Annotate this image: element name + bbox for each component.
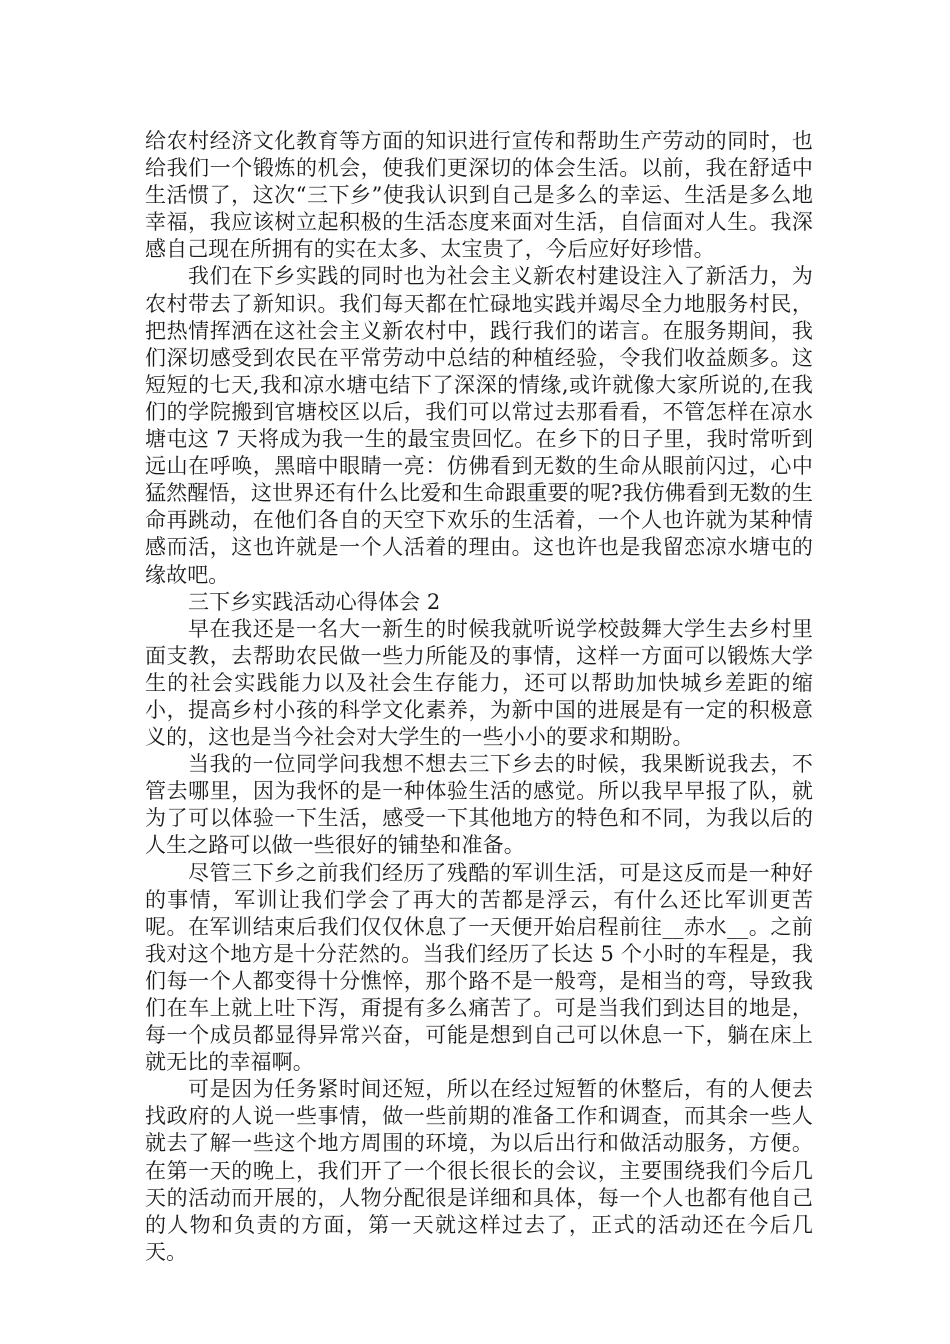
section-heading-2: 三下乡实践活动心得体会 2	[188, 589, 441, 614]
paragraph-freshman: 早在我还是一名大一新生的时候我就听说学校鼓舞大学生去乡村里面支教，去帮助农民做一些力所能及的事情，这样一方面可以锻炼大学生的社会实践能力以及社会生存能力，还可以帮助加快城乡差距的缩小，提高乡村小孩的科学文化素养，为新中国的进展是有一定的积极意义的，这也是当今社会对大学生的一些小小的要求和期盼。	[145, 616, 813, 750]
paragraph-classmate-invite: 当我的一位同学问我想不想去三下乡去的时候，我果断说我去，不管去哪里，因为我怀的是一种体验生活的感觉。所以我早早报了队，就为了可以体验一下生活，感受一下其他地方的特色和不同，为我以后的人生之路可以做一些很好的铺垫和准备。	[145, 752, 813, 858]
paragraph-practice-vitality: 我们在下乡实践的同时也为社会主义新农村建设注入了新活力，为农村带去了新知识。我们每天都在忙碌地实践并竭尽全力地服务村民，把热情挥洒在这社会主义新农村中，践行我们的诺言。在服务期间，我们深切感受到农民在平常劳动中总结的种植经验，令我们收益颇多。这短短的七天,我和凉水塘屯结下了深深的情缘,或许就像大家所说的,在我们的学院搬到官塘校区以后，我们可以常过去那看看，不管怎样在凉水塘屯这 7 天将成为我一生的最宝贵回忆。在乡下的日子里，我时常听到远山在呼唤，黑暗中眼睛一亮：仿佛看到无数的生命从眼前闪过，心中猛然醒悟，这世界还有什么比爱和生命跟重要的呢?我仿佛看到无数的生命再跳动，在他们各自的天空下欢乐的生活着，一个人也许就为某种情感而活，这也许就是一个人活着的理由。这也许也是我留恋凉水塘屯的缘故吧。	[145, 264, 813, 587]
paragraph-military-training: 尽管三下乡之前我们经历了残酷的军训生活，可是这反而是一种好的事情，军训让我们学会了再大的苦都是浮云，有什么还比军训更苦呢。在军训结束后我们仅仅休息了一天便开始启程前往__赤水__。之前我对这个地方是十分茫然的。当我们经历了长达 5 个小时的车程是，我们每一个人都变得十分憔悴，那个路不是一般弯，是相当的弯，导致我们在车上就上吐下泻，甭提有多么痛苦了。可是当我们到达目的地是，每一个成员都显得异常兴奋，可能是想到自己可以休息一下，躺在床上就无比的幸福啊。	[145, 860, 813, 1075]
paragraph-continuation: 给农村经济文化教育等方面的知识进行宣传和帮助生产劳动的同时，也给我们一个锻炼的机会，使我们更深切的体会生活。以前，我在舒适中生活惯了，这次“三下乡”使我认识到自己是多么的幸运、生活是多么地幸福，我应该树立起积极的生活态度来面对生活，自信面对人生。我深感自己现在所拥有的实在太多、太宝贵了，今后应好好珍惜。	[145, 129, 813, 262]
paragraph-first-day: 可是因为任务紧时间还短，所以在经过短暂的休整后，有的人便去找政府的人说一些事情，做一些前期的准备工作和调查，而其余一些人就去了解一些这个地方周围的环境，为以后出行和做活动服务，方便。在第一天的晚上，我们开了一个很长很长的会议，主要围绕我们今后几天的活动而开展的，人物分配很是详细和具体，每一个人也都有他自己的人物和负责的方面，第一天就这样过去了，正式的活动还在今后几天。	[145, 1077, 813, 1264]
document-body	[145, 128, 813, 1266]
